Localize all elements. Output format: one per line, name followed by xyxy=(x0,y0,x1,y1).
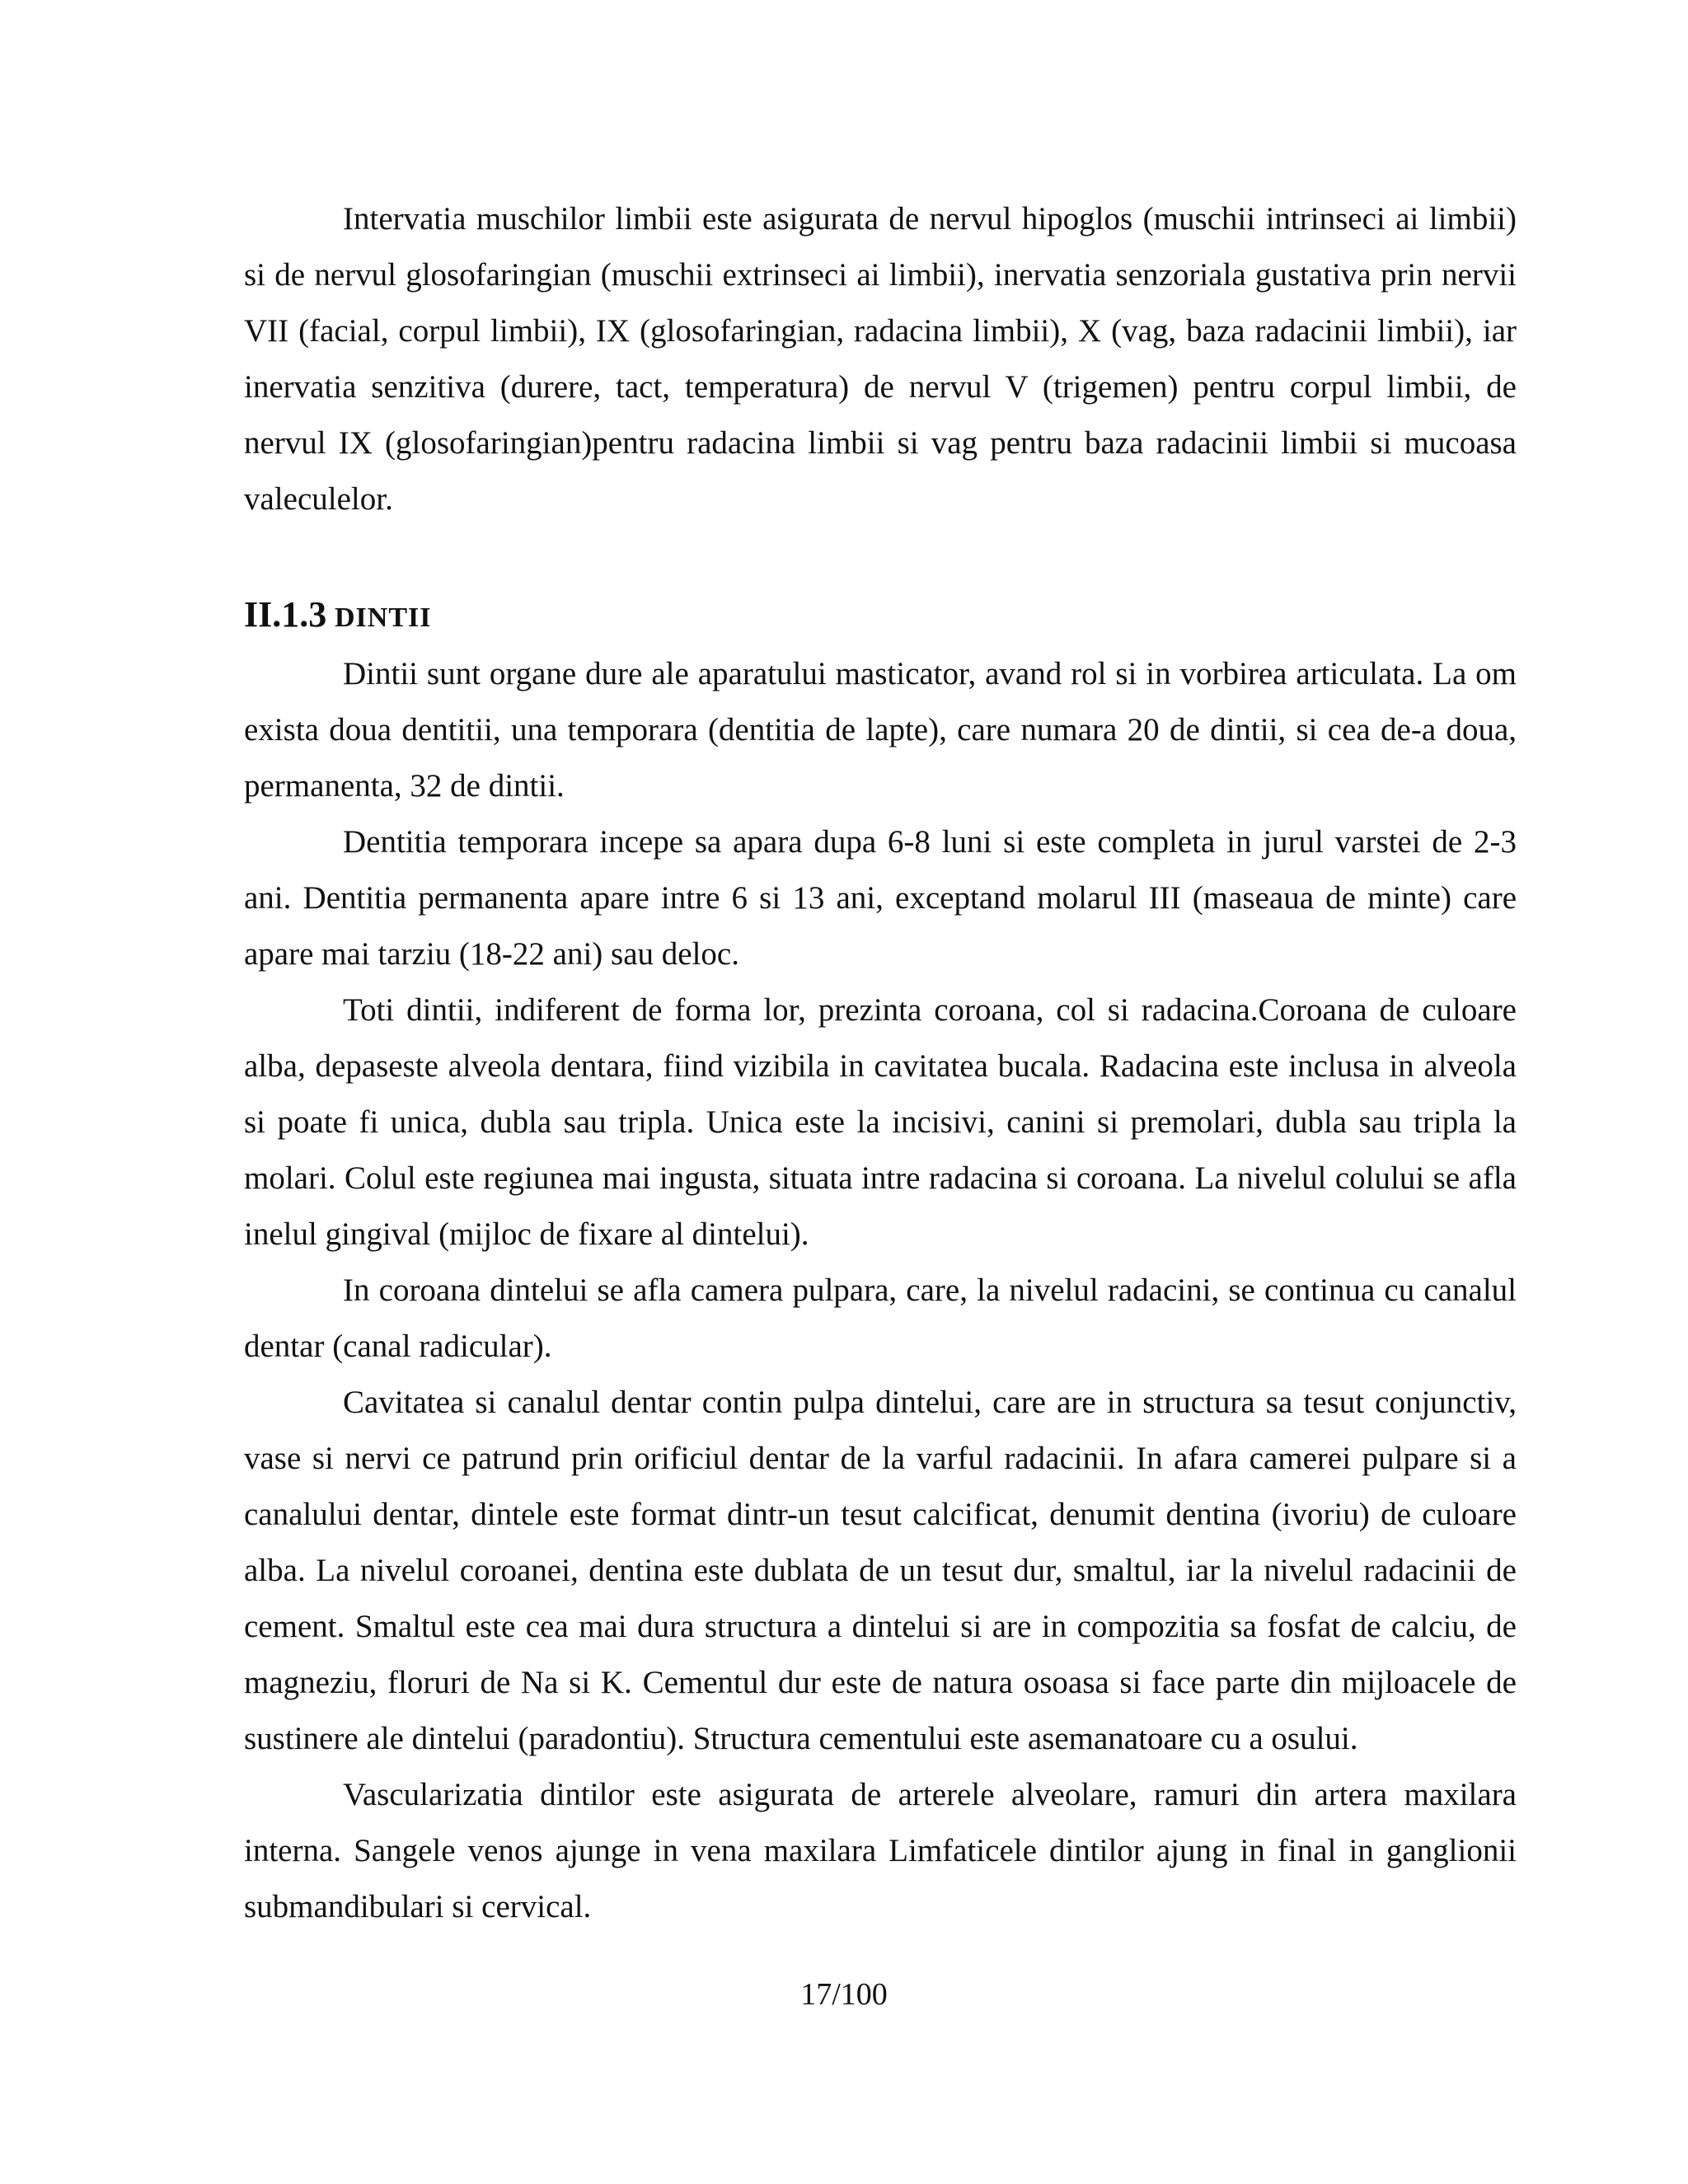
page-body xyxy=(244,191,1517,1935)
paragraph-teeth-intro: Dintii sunt organe dure ale aparatului masticator, avand rol si in vorbirea articulata. La om exista doua dentitii, una temporara (dentitia de lapte), care numara 20 de dintii, si cea de-a doua, permanenta, 32 de dintii. xyxy=(244,656,1517,804)
paragraph-pulp-chamber: In coroana dintelui se afla camera pulpara, care, la nivelul radacini, se continua cu canalul dentar (canal radicular). xyxy=(244,1272,1517,1364)
page-number: 17/100 xyxy=(800,1977,888,2012)
section-number: II.1.3 xyxy=(244,594,327,635)
section-title: DINTII xyxy=(335,602,432,633)
paragraph-tooth-parts: Toti dintii, indiferent de forma lor, prezinta coroana, col si radacina.Coroana de culoare alba, depaseste alveola dentara, fiind vizibila in cavitatea bucala. Radacina este inclusa in alveola si poate fi unica, dubla sau tripla. Unica este la incisivi, canini si premolari, dubla sau tripla la molari. Colul este regiunea mai ingusta, situata intre radacina si coroana. La nivelul colului se afla inelul gingival (mijloc de fixare al dintelui). xyxy=(244,992,1517,1252)
paragraph-vascularization: Vascularizatia dintilor este asigurata de arterele alveolare, ramuri din artera maxilara interna. Sangele venos ajunge in vena maxilara Limfaticele dintilor ajung in final in ganglionii submandibulari si cervical. xyxy=(244,1777,1517,1924)
paragraph-tongue-innervation: Intervatia muschilor limbii este asigurata de nervul hipoglos (muschii intrinseci ai limbii) si de nervul glosofaringian (muschii extrinseci ai limbii), inervatia senzoriala gustativa prin nervii VII (facial, corpul limbii), IX (glosofaringian, radacina limbii), X (vag, baza radacinii limbii), iar inervatia senzitiva (durere, tact, temperatura) de nervul V (trigemen) pentru corpul limbii, de nervul IX (glosofaringian)pentru radacina limbii si vag pentru baza radacinii limbii si mucoasa valeculelor. xyxy=(244,201,1517,517)
paragraph-dentition: Dentitia temporara incepe sa apara dupa 6-8 luni si este completa in jurul varstei de 2-3 ani. Dentitia permanenta apare intre 6 si 13 ani, exceptand molarul III (maseaua de minte) care apare mai tarziu (18-22 ani) sau deloc. xyxy=(244,824,1517,972)
paragraph-tooth-structure: Cavitatea si canalul dentar contin pulpa dintelui, care are in structura sa tesut conjunctiv, vase si nervi ce patrund prin orificiul dentar de la varful radacinii. In afara camerei pulpare si a canalului dentar, dintele este format dintr-un tesut calcificat, denumit dentina (ivoriu) de culoare alba. La nivelul coroanei, dentina este dublata de un tesut dur, smaltul, iar la nivelul radacinii de cement. Smaltul este cea mai dura structura a dintelui si are in compozitia sa fosfat de calciu, de magneziu, floruri de Na si K. Cementul dur este de natura osoasa si face parte din mijloacele de sustinere ale dintelui (paradontiu). Structura cementului este asemanatoare cu a osului. xyxy=(244,1385,1517,1756)
section-heading xyxy=(244,587,1517,646)
